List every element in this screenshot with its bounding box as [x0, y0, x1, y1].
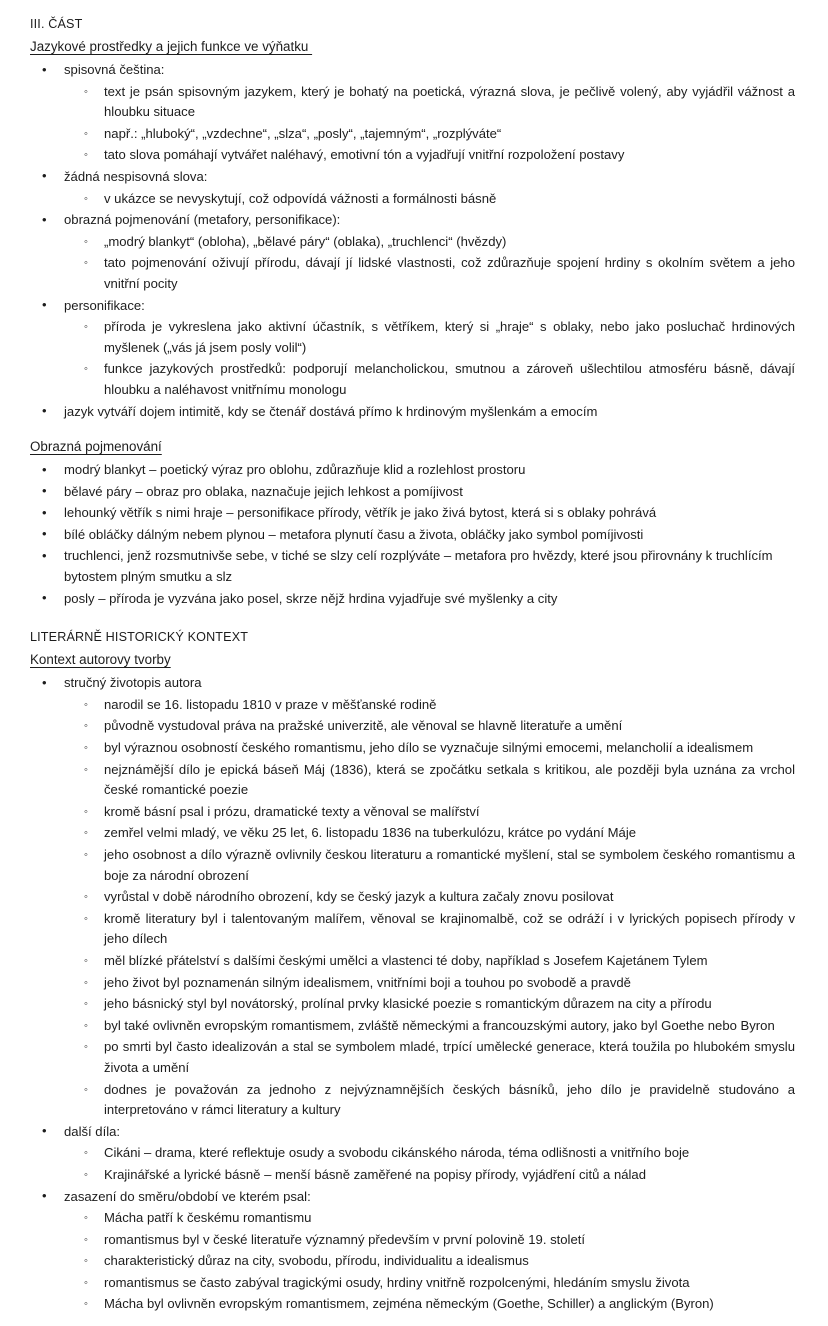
list-item: ◦ funkce jazykových prostředků: podporují melancholickou, smutnou a zároveň ušlechtilou atmosféru básně, dávají hloubku a naléhavost vnitřnímu monologu — [84, 359, 795, 400]
list-item — [42, 167, 795, 209]
list-item: ◦ Mácha patří k českému romantismu — [84, 1208, 795, 1229]
section-heading-kontext-autorovy-tvorby: Kontext autorovy tvorby — [30, 652, 171, 668]
list-item: ◦ Krajinářské a lyrické básně – menší básně zaměřené na popisy přírody, vyjádření citů a nálad — [84, 1165, 795, 1186]
list-item: ◦ zemřel velmi mladý, ve věku 25 let, 6. listopadu 1836 na tuberkulózu, krátce po vydání Máje — [84, 823, 795, 844]
section-heading-literarne-historicky-kontext: LITERÁRNĚ HISTORICKÝ KONTEXT — [30, 630, 249, 645]
list-item — [42, 673, 795, 1120]
list-item: ◦ „modrý blankyt“ (obloha), „bělavé páry“ (oblaka), „truchlenci“ (hvězdy) — [84, 232, 795, 253]
list-item: ◦ narodil se 16. listopadu 1810 v praze v měšťanské rodině — [84, 695, 795, 716]
list-item: ◦ jeho osobnost a dílo výrazně ovlivnily českou literaturu a romantické myšlení, stal se symbolem českého romantismu a boje za národní obrození — [84, 845, 795, 886]
list-item: ◦ byl také ovlivněn evropským romantismem, zvláště německými a francouzskými autory, jako byl Goethe nebo Byron — [84, 1016, 795, 1037]
list-item: ◦ kromě literatury byl i talentovaným malířem, věnoval se krajinomalbě, což se odráží i v lyrických popisech přírody v jeho dílech — [84, 909, 795, 950]
list-item: • lehounký větřík s nimi hraje – personifikace přírody, větřík je jako živá bytost, která si s oblaky pohrává — [42, 503, 795, 524]
list-item — [42, 210, 795, 294]
list-item-text: žádná nespisovná slova: — [64, 168, 208, 184]
sublist — [64, 1143, 795, 1185]
list-item: ◦ charakteristický důraz na city, svobodu, přírodu, individualitu a idealismus — [84, 1251, 795, 1272]
list-item: ◦ tato slova pomáhají vytvářet naléhavý, emotivní tón a vyjadřují vnitřní rozpoložení postavy — [84, 145, 795, 166]
list-item: • posly – příroda je vyzvána jako posel, skrze nějž hrdina vyjadřuje své myšlenky a city — [42, 589, 795, 610]
list-item: ◦ jeho život byl poznamenán silným idealismem, vnitřními boji a touhou po svobodě a pravdě — [84, 973, 795, 994]
list-item: ◦ např.: „hluboký“, „vzdechne“, „slza“, „posly“, „tajemným“, „rozplýváte“ — [84, 124, 795, 145]
list-item-text: obrazná pojmenování (metafory, personifikace): — [64, 212, 341, 228]
list-item: ◦ nejznámější dílo je epická báseň Máj (1836), která se zpočátku setkala s kritikou, ale později byla uznána za vrchol české romantické poezie — [84, 760, 795, 801]
list-item: ◦ text je psán spisovným jazykem, který je bohatý na poetická, výrazná slova, je pečlivě volený, aby vyjádřil vážnost a hloubku situace — [84, 82, 795, 123]
list-item: ◦ romantismus se často zabýval tragickými osudy, hrdiny vnitřně rozpolcenými, hledáním smyslu života — [84, 1273, 795, 1294]
sublist — [64, 317, 795, 400]
list-item-text: spisovná čeština: — [64, 62, 165, 77]
list-item — [42, 1187, 795, 1316]
list-item-text: stručný životopis autora — [64, 675, 202, 691]
list-item: ◦ původně vystudoval práva na pražské univerzitě, ale věnoval se hlavně literatuře a umění — [84, 716, 795, 737]
section-heading-jazykove-prostredky: Jazykové prostředky a jejich funkce ve výňatku — [30, 39, 313, 54]
list-item — [42, 60, 795, 166]
list-item — [42, 1122, 795, 1186]
list-obrazna-pojmenovani — [30, 460, 795, 609]
sublist — [64, 232, 795, 295]
list-item: ◦ tato pojmenování oživují přírodu, dávají jí lidské vlastnosti, což zdůrazňuje spojení hrdiny s okolním světem a jeho vnitřní pocity — [84, 253, 795, 294]
list-item: • bílé obláčky dálným nebem plynou – metafora plynutí času a života, obláčky jako symbol pomíjivosti — [42, 525, 795, 546]
list-item-text: další díla: — [64, 1123, 121, 1139]
spacer — [30, 610, 795, 627]
list-item: • modrý blankyt – poetický výraz pro oblohu, zdůrazňuje klid a rozlehlost prostoru — [42, 460, 795, 481]
part-heading: III. ČÁST — [30, 17, 83, 31]
list-item: ◦ měl blízké přátelství s dalšími českými umělci a vlastenci té doby, například s Josefem Kajetánem Tylem — [84, 951, 795, 972]
list-item: ◦ Cikáni – drama, které reflektuje osudy a svobodu cikánského národa, téma odlišnosti a vnitřního boje — [84, 1143, 795, 1164]
spacer — [30, 423, 795, 436]
list-item: ◦ dodnes je považován za jednoho z nejvýznamnějších českých básníků, jeho dílo je pravidelně studováno a interpretováno v rámci literatury a kultury — [84, 1080, 795, 1121]
sublist — [64, 1208, 795, 1315]
list-item: ◦ Mácha byl ovlivněn evropským romantismem, zejména německým (Goethe, Schiller) a anglickým (Byron) — [84, 1294, 795, 1315]
list-item: • jazyk vytváří dojem intimitě, kdy se čtenář dostává přímo k hrdinovým myšlenkám a emocím — [42, 402, 795, 423]
list-item: ◦ kromě básní psal i prózu, dramatické texty a věnoval se malířství — [84, 802, 795, 823]
list-item: • bělavé páry – obraz pro oblaka, naznačuje jejich lehkost a pomíjivost — [42, 482, 795, 503]
list-item: ◦ v ukázce se nevyskytují, což odpovídá vážnosti a formálnosti básně — [84, 189, 795, 210]
list-item: ◦ vyrůstal v době národního obrození, kdy se český jazyk a kultura začaly znovu posilovat — [84, 887, 795, 908]
list-item: ◦ po smrti byl často idealizován a stal se symbolem mladé, trpící umělecké generace, která toužila po hlubokém smyslu života a umění — [84, 1037, 795, 1078]
list-item: • truchlenci, jenž rozsmutnivše sebe, v tiché se slzy celí rozplýváte – metafora pro hvězdy, které jsou přirovnány k truchlícím bytostem plným smutku a slz — [42, 546, 795, 587]
section-heading-obrazna-pojmenovani: Obrazná pojmenování — [30, 439, 162, 455]
list-item-text: personifikace: — [64, 297, 145, 313]
list-jazykove-prostredky — [30, 60, 795, 422]
list-kontext-autorovy-tvorby — [30, 673, 795, 1315]
list-item: ◦ příroda je vykreslena jako aktivní účastník, s větříkem, který si „hraje“ s oblaky, nebo jako posluchač hrdinových myšlenek („vás já jsem posly volil“) — [84, 317, 795, 358]
list-item: ◦ byl výraznou osobností českého romantismu, jeho dílo se vyznačuje silnými emocemi, melancholií a idealismem — [84, 738, 795, 759]
sublist — [64, 695, 795, 1121]
list-item — [42, 296, 795, 401]
list-item: ◦ jeho básnický styl byl novátorský, prolínal prvky klasické poezie s romantickým důrazem na city a přírodu — [84, 994, 795, 1015]
list-item: ◦ romantismus byl v české literatuře významný především v první polovině 19. století — [84, 1230, 795, 1251]
sublist — [64, 82, 795, 166]
sublist — [64, 189, 795, 210]
list-item-text: zasazení do směru/období ve kterém psal: — [64, 1188, 311, 1204]
